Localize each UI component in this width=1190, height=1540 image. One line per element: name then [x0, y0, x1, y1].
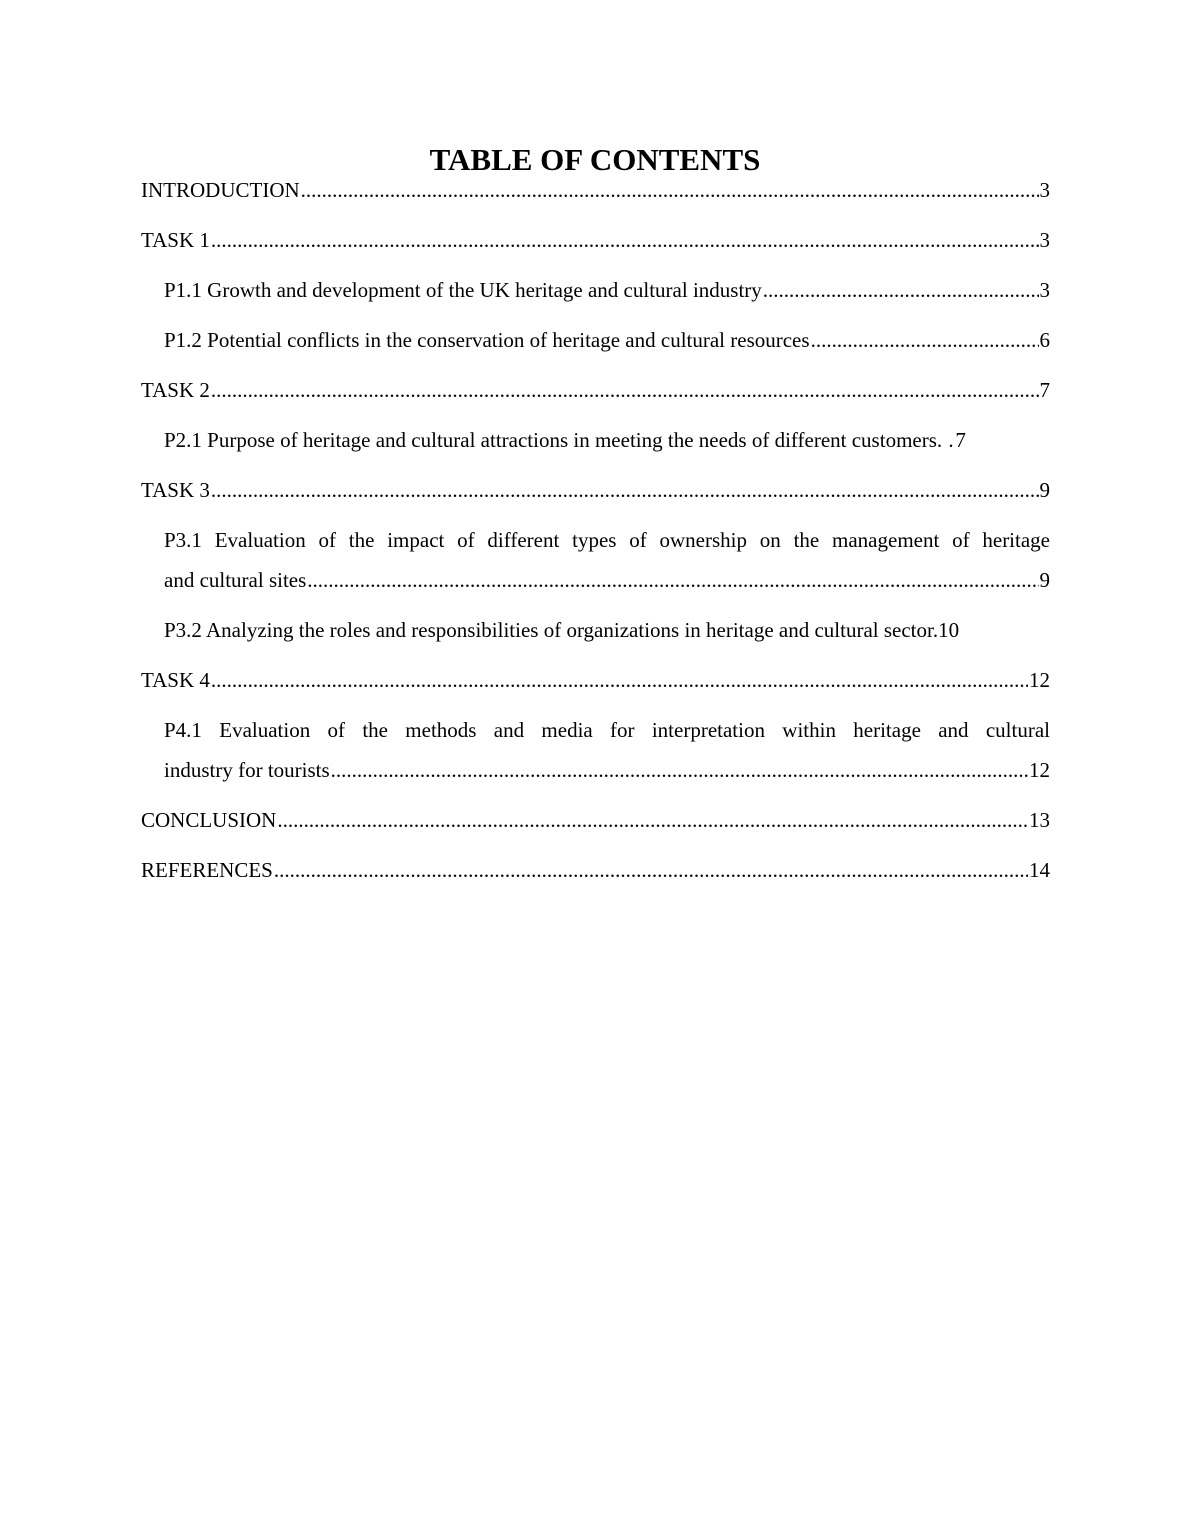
dot-leader — [948, 420, 954, 460]
toc-entry-label-line1: P3.1 Evaluation of the impact of different types of ownership on the management of heritage — [164, 528, 1050, 552]
toc-page-number: 12 — [1029, 758, 1050, 782]
toc-entry-task-2[interactable] — [141, 370, 1050, 410]
toc-entry-label: TASK 2 — [141, 378, 210, 402]
toc-page-number: 9 — [1039, 568, 1050, 592]
dot-leader — [277, 800, 1028, 840]
dot-leader — [763, 270, 1039, 310]
toc-page-number: 6 — [1039, 328, 1050, 352]
toc-entry-references[interactable] — [141, 850, 1050, 890]
dot-leader — [331, 750, 1028, 790]
toc-entry-p3-1[interactable] — [141, 520, 1050, 600]
toc-page-number: 7 — [1039, 378, 1050, 402]
toc-entry-conclusion[interactable] — [141, 800, 1050, 840]
dot-leader — [211, 370, 1039, 410]
toc-entry-label: INTRODUCTION — [141, 178, 300, 202]
toc-entry-label: TASK 1 — [141, 228, 210, 252]
toc-title: TABLE OF CONTENTS — [429, 142, 761, 177]
dot-leader — [211, 470, 1039, 510]
toc-entry-label: TASK 3 — [141, 478, 210, 502]
toc-page-number: 3 — [1039, 178, 1050, 202]
dot-leader — [811, 320, 1039, 360]
toc-entry-label: P2.1 Purpose of heritage and cultural attractions in meeting the needs of different customers. — [164, 428, 948, 452]
toc-entry-label: industry for tourists — [164, 758, 330, 782]
toc-entry-label: P1.2 Potential conflicts in the conservation of heritage and cultural resources — [164, 328, 810, 352]
toc-entry-introduction[interactable] — [141, 170, 1050, 210]
toc-entry-label: CONCLUSION — [141, 808, 277, 832]
toc-page-number: 9 — [1039, 478, 1050, 502]
table-of-contents — [141, 170, 1050, 890]
toc-entry-label: TASK 4 — [141, 668, 210, 692]
toc-page-number: 3 — [1039, 228, 1050, 252]
toc-page-number: 3 — [1039, 278, 1050, 302]
dot-leader — [211, 220, 1039, 260]
toc-page-number: 10 — [938, 618, 960, 642]
toc-entry-label: and cultural sites — [164, 568, 307, 592]
toc-entry-p2-1[interactable] — [141, 420, 1050, 460]
dot-leader — [274, 850, 1028, 890]
toc-page-number: 7 — [955, 428, 966, 452]
toc-entry-label: REFERENCES — [141, 858, 273, 882]
toc-entry-task-4[interactable] — [141, 660, 1050, 700]
toc-entry-p1-2[interactable] — [141, 320, 1050, 360]
toc-page-number: 13 — [1029, 808, 1050, 832]
toc-entry-task-1[interactable] — [141, 220, 1050, 260]
toc-entry-label: P1.1 Growth and development of the UK heritage and cultural industry — [164, 278, 762, 302]
dot-leader — [307, 560, 1038, 600]
toc-entry-label-line1: P4.1 Evaluation of the methods and media for interpretation within heritage and cultural — [164, 718, 1050, 742]
dot-leader — [211, 660, 1028, 700]
toc-entry-p3-2[interactable] — [141, 610, 1050, 650]
toc-page-number: 14 — [1029, 858, 1050, 882]
toc-entry-task-3[interactable] — [141, 470, 1050, 510]
toc-page-number: 12 — [1029, 668, 1050, 692]
toc-entry-p1-1[interactable] — [141, 270, 1050, 310]
toc-entry-p4-1[interactable] — [141, 710, 1050, 790]
dot-leader — [301, 170, 1039, 210]
toc-entry-label: P3.2 Analyzing the roles and responsibilities of organizations in heritage and cultural sector. — [164, 618, 939, 642]
